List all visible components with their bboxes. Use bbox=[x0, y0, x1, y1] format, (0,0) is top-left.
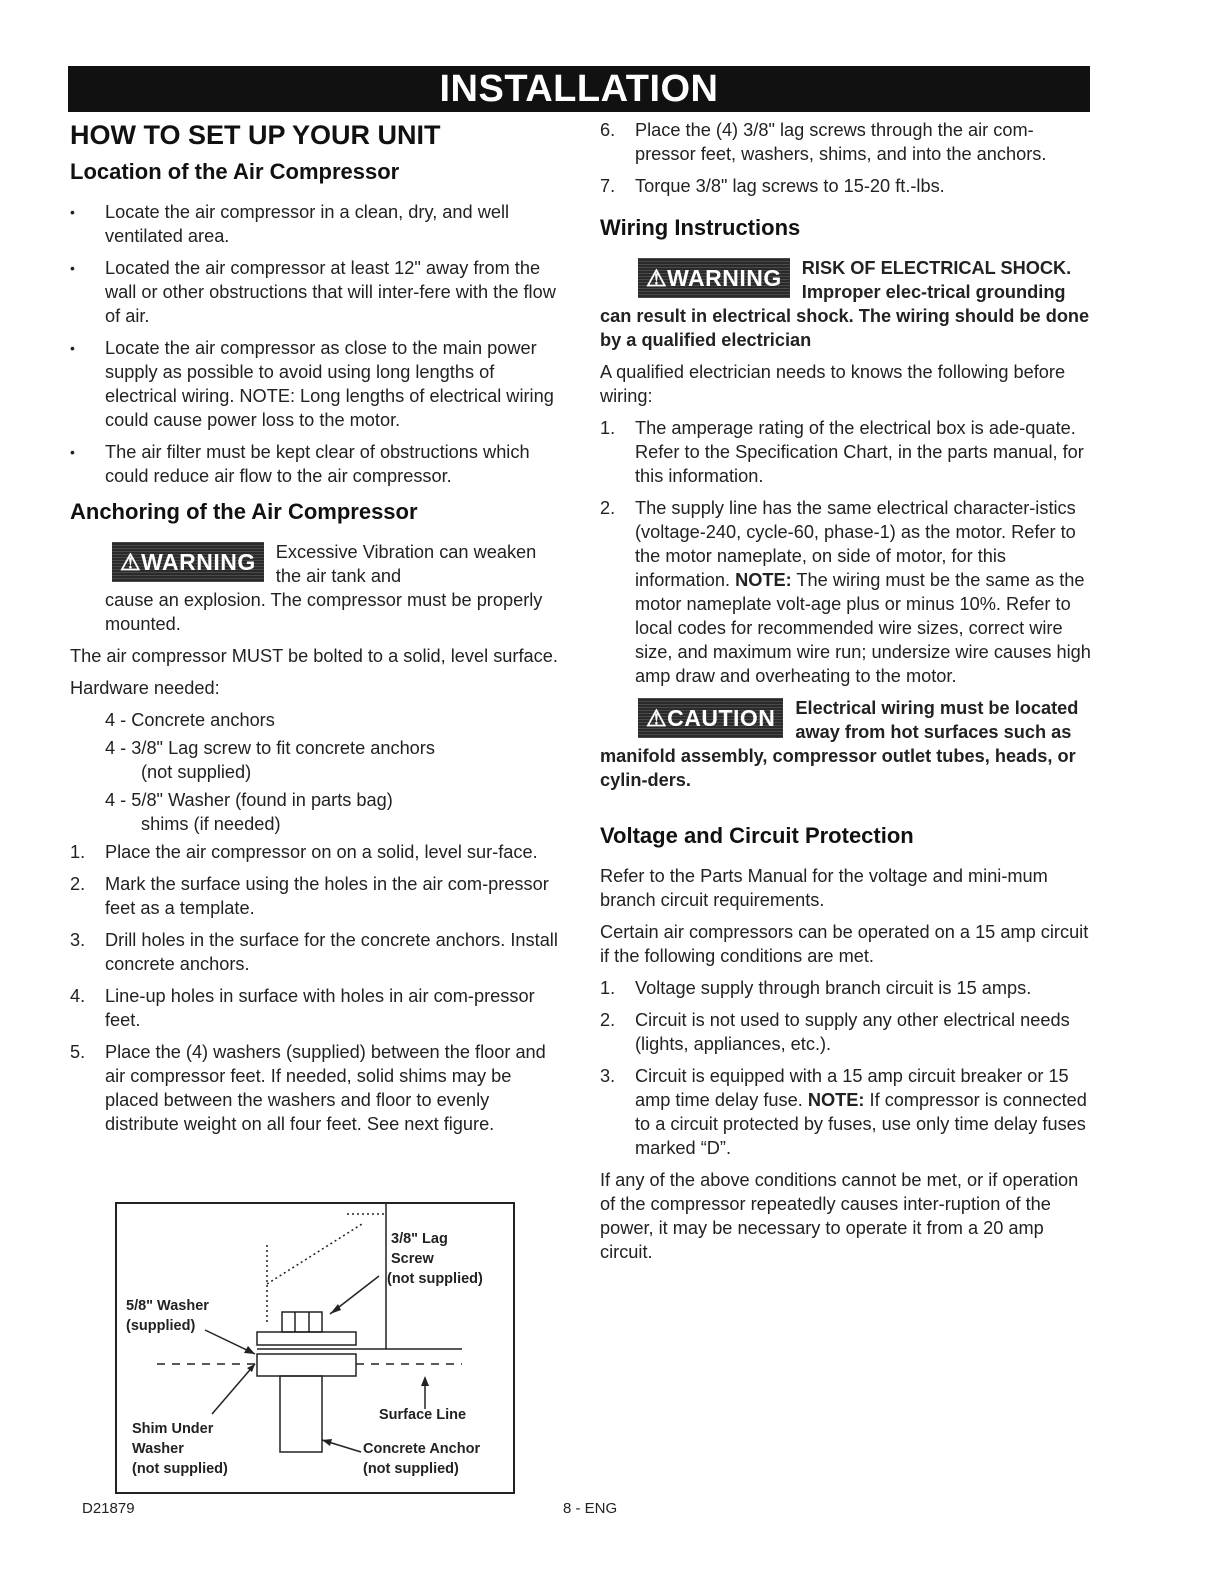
list-item bbox=[70, 872, 560, 920]
bolt-text: The air compressor MUST be bolted to a solid, level surface. bbox=[70, 646, 558, 666]
warning-text: cause an explosion. The compressor must be properly mounted. bbox=[105, 590, 543, 634]
step-text: Voltage supply through branch circuit is 15 amps. bbox=[635, 978, 1032, 998]
warning-badge: ⚠WARNING bbox=[638, 258, 790, 298]
step-text-part: Circuit is equipped with a 15 amp circuit breaker or 15 amp time delay fuse. bbox=[635, 1066, 1069, 1110]
step-number: 1. bbox=[70, 842, 86, 862]
warning-badge: ⚠WARNING bbox=[112, 542, 264, 582]
hardware-list bbox=[105, 708, 560, 836]
list-item: 4 - 3/8" Lag screw to fit concrete anchors bbox=[105, 738, 435, 758]
washer-shape bbox=[257, 1332, 356, 1345]
caution-text: Electrical wiring must be located away from hot surfaces such as manifold assembly, compressor outlet tubes, heads, or cylin-ders. bbox=[600, 698, 1079, 790]
step-text: Circuit is not used to supply any other electrical needs (lights, appliances, etc.). bbox=[635, 1010, 1070, 1054]
list-item bbox=[70, 840, 560, 864]
anchoring-figure bbox=[115, 1202, 515, 1494]
anchoring-steps bbox=[70, 840, 560, 1136]
shim-label: Washer bbox=[132, 1441, 184, 1457]
list-item bbox=[600, 416, 1092, 488]
document-code: D21879 bbox=[82, 1500, 135, 1517]
step-number: 1. bbox=[600, 978, 616, 998]
list-item bbox=[70, 984, 560, 1032]
washer-label: 5/8" Washer bbox=[126, 1298, 209, 1314]
step-text-part: If compressor is connected to a circuit protected by fuses, use only time delay fuses marked “D”. bbox=[635, 1090, 1087, 1158]
note-label: NOTE: bbox=[735, 570, 792, 590]
lag-label: Screw bbox=[391, 1251, 434, 1267]
list-item bbox=[600, 118, 1092, 166]
step-text: Place the (4) washers (supplied) between the floor and air compressor feet. If needed, solid shims may be placed between the washers and floor to evenly distribute weight on all four feet. See next figure. bbox=[105, 1042, 546, 1134]
location-heading: Location of the Air Compressor bbox=[70, 159, 400, 184]
section-banner: INSTALLATION bbox=[68, 66, 1090, 112]
voltage-paragraph: Refer to the Parts Manual for the voltage and mini-mum branch circuit requirements. bbox=[600, 866, 1048, 910]
wiring-warning bbox=[600, 256, 1092, 352]
anchor-label: (not supplied) bbox=[363, 1461, 459, 1477]
list-item bbox=[600, 1064, 1092, 1160]
location-bullets bbox=[70, 200, 560, 488]
step-text: Mark the surface using the holes in the air com-pressor feet as a template. bbox=[105, 874, 549, 918]
wiring-heading: Wiring Instructions bbox=[600, 215, 801, 240]
list-item bbox=[70, 1040, 560, 1136]
step-number: 1. bbox=[600, 418, 616, 438]
list-item: 4 - 5/8" Washer (found in parts bag) bbox=[105, 790, 393, 810]
shim-shape bbox=[257, 1354, 356, 1376]
note-label: NOTE: bbox=[807, 1090, 865, 1110]
step-text: Place the air compressor on on a solid, level sur-face. bbox=[105, 842, 538, 862]
step-text bbox=[635, 496, 1092, 688]
shim-label: Shim Under bbox=[132, 1421, 214, 1437]
list-item bbox=[70, 928, 560, 976]
step-text bbox=[635, 1064, 1092, 1160]
page-number: 8 - ENG bbox=[563, 1500, 618, 1517]
lag-label: (not supplied) bbox=[387, 1271, 483, 1287]
concrete-anchor-shape bbox=[280, 1376, 322, 1452]
list-item bbox=[600, 496, 1092, 688]
anchoring-heading: Anchoring of the Air Compressor bbox=[70, 499, 418, 524]
step-number: 2. bbox=[600, 1010, 616, 1030]
wiring-caution bbox=[600, 696, 1092, 792]
anchoring-steps-continued bbox=[600, 118, 1092, 198]
warning-text: Excessive Vibration can weaken the air tank and bbox=[275, 542, 537, 586]
step-text: Torque 3/8" lag screws to 15-20 ft.-lbs. bbox=[635, 176, 945, 196]
step-text-part: The supply line has the same electrical character-istics (voltage-240, cycle-60, phase-1) as the motor. Refer to the motor nameplate, on side of motor, for this information. bbox=[635, 498, 1076, 590]
step-number: 5. bbox=[70, 1042, 86, 1062]
list-item: • The air filter must be kept clear of obstructions which could reduce air flow to the air compressor. bbox=[70, 440, 560, 488]
step-number: 3. bbox=[600, 1066, 616, 1086]
step-number: 3. bbox=[70, 930, 86, 950]
step-text: Drill holes in the surface for the concrete anchors. Install concrete anchors. bbox=[105, 930, 558, 974]
step-text: Line-up holes in surface with holes in air com-pressor feet. bbox=[105, 986, 535, 1030]
list-item: 4 - Concrete anchors bbox=[105, 710, 275, 730]
lag-label: 3/8" Lag bbox=[391, 1231, 448, 1247]
wiring-steps bbox=[600, 416, 1092, 688]
washer-label: (supplied) bbox=[126, 1318, 196, 1334]
closing-paragraph: If any of the above conditions cannot be met, or if operation of the compressor repeatedly causes inter-ruption of the power, it may be necessary to operate it from a 20 amp circuit. bbox=[600, 1170, 1079, 1262]
right-column bbox=[600, 118, 1092, 1272]
shim-label: (not supplied) bbox=[132, 1461, 228, 1477]
step-text-part: The wiring must be the same as the motor nameplate volt-age plus or minus 10%. Refer to local codes for recommended wire sizes, correct wire size, and maximum wire run; undersize wire causes high amp draw and overheating to the motor. bbox=[635, 570, 1091, 686]
left-column bbox=[70, 118, 560, 1144]
list-item bbox=[600, 174, 1092, 198]
voltage-conditions bbox=[600, 976, 1092, 1160]
step-number: 2. bbox=[600, 498, 616, 518]
step-number: 4. bbox=[70, 986, 86, 1006]
voltage-heading: Voltage and Circuit Protection bbox=[600, 823, 914, 848]
list-item bbox=[600, 976, 1092, 1000]
list-item-sub: (not supplied) bbox=[141, 762, 252, 782]
step-text: The amperage rating of the electrical box is ade-quate. Refer to the Specification Chart, in the parts manual, for this information. bbox=[635, 418, 1084, 486]
caution-badge: ⚠CAUTION bbox=[638, 698, 783, 738]
list-item: • Locate the air compressor in a clean, dry, and well ventilated area. bbox=[70, 200, 560, 248]
step-number: 6. bbox=[600, 120, 616, 140]
list-item: • Located the air compressor at least 12" away from the wall or other obstructions that will inter-fere with the flow of air. bbox=[70, 256, 560, 328]
step-text: Place the (4) 3/8" lag screws through the air com-pressor feet, washers, shims, and into the anchors. bbox=[635, 120, 1047, 164]
wiring-intro: A qualified electrician needs to knows the following before wiring: bbox=[600, 362, 1066, 406]
anchoring-warning bbox=[70, 540, 560, 636]
list-item: • Locate the air compressor as close to the main power supply as possible to avoid using long lengths of electrical wiring. NOTE: Long lengths of electrical wiring could cause power loss to the motor. bbox=[70, 336, 560, 432]
step-number: 7. bbox=[600, 176, 616, 196]
foot-bolt-head bbox=[282, 1312, 322, 1332]
hardware-label: Hardware needed: bbox=[70, 678, 220, 698]
step-number: 2. bbox=[70, 874, 86, 894]
warning-text: RISK OF ELECTRICAL SHOCK. Improper elec-trical grounding can result in electrical shock. The wiring should be done by a qualified electrician bbox=[600, 258, 1090, 350]
voltage-paragraph: Certain air compressors can be operated on a 15 amp circuit if the following conditions are met. bbox=[600, 922, 1089, 966]
page-title: HOW TO SET UP YOUR UNIT bbox=[70, 120, 441, 150]
list-item-sub: shims (if needed) bbox=[141, 814, 281, 834]
surface-label: Surface Line bbox=[379, 1407, 467, 1423]
anchor-label: Concrete Anchor bbox=[363, 1441, 481, 1457]
list-item bbox=[600, 1008, 1092, 1056]
